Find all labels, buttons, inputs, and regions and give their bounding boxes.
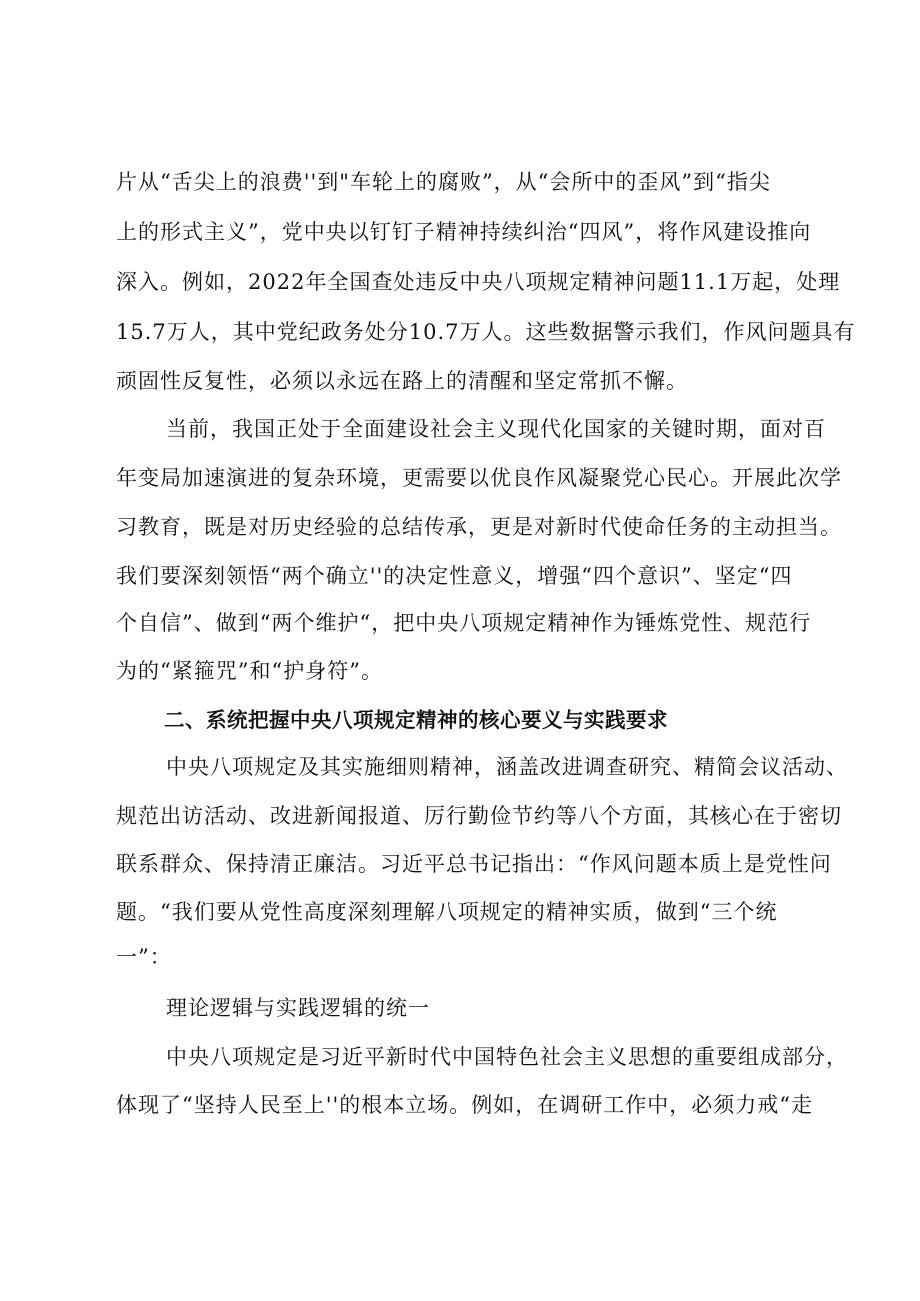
paragraph-3-line-5: 一”： xyxy=(116,945,172,969)
paragraph-1-line-4: 15.7万人，其中党纪政务处分10.7万人。这些数据警示我们，作风问题具有 xyxy=(116,320,856,344)
paragraph-1-line-5: 顽固性反复性，必须以永远在路上的清醒和坚定常抓不懈。 xyxy=(116,369,688,393)
subheading: 理论逻辑与实践逻辑的统一 xyxy=(166,996,430,1020)
paragraph-3-line-4: 题。“我们要从党性高度深刻理解八项规定的精神实质，做到“三个统 xyxy=(116,900,778,924)
paragraph-1-line-1: 片从“舌尖上的浪费''到"车轮上的腐败”，从“会所中的歪风”到“指尖 xyxy=(116,170,771,194)
section-heading: 二、系统把握中央八项规定精神的核心要义与实践要求 xyxy=(164,708,668,732)
paragraph-4-line-2: 体现了“坚持人民至上''的根本立场。例如，在调研工作中，必须力戒“走 xyxy=(116,1093,814,1117)
paragraph-2-line-5: 个自信”、做到“两个维护“，把中央八项规定精神作为锤炼党性、规范行 xyxy=(116,611,812,635)
paragraph-1-line-3: 深入。例如，2022年全国查处违反中央八项规定精神问题11.1万起，处理 xyxy=(116,270,841,294)
paragraph-2-line-3: 习教育，既是对历史经验的总结传承，更是对新时代使命任务的主动担当。 xyxy=(116,515,842,539)
paragraph-3-line-3: 联系群众、保持清正廉洁。习近平总书记指出：“作风问题本质上是党性问 xyxy=(116,852,832,876)
paragraph-2-line-4: 我们要深刻领悟“两个确立''的决定性意义，增强“四个意识”、坚定“四 xyxy=(116,564,793,588)
paragraph-2-line-2: 年变局加速演进的复杂环境，更需要以优良作风凝聚党心民心。开展此次学 xyxy=(116,466,842,490)
paragraph-3-line-1: 中央八项规定及其实施细则精神，涵盖改进调查研究、精简会议活动、 xyxy=(166,755,848,779)
paragraph-4-line-1: 中央八项规定是习近平新时代中国特色社会主义思想的重要组成部分， xyxy=(166,1045,848,1069)
paragraph-3-line-2: 规范出访活动、改进新闻报道、厉行勤俭节约等八个方面，其核心在于密切 xyxy=(116,804,842,828)
paragraph-2-line-6: 为的“紧箍咒”和“护身符”。 xyxy=(116,659,383,683)
paragraph-2-line-1: 当前，我国正处于全面建设社会主义现代化国家的关键时期，面对百 xyxy=(166,417,826,441)
paragraph-1-line-2: 上的形式主义”，党中央以钉钉子精神持续纠治“四风”，将作风建设推向 xyxy=(116,220,812,244)
